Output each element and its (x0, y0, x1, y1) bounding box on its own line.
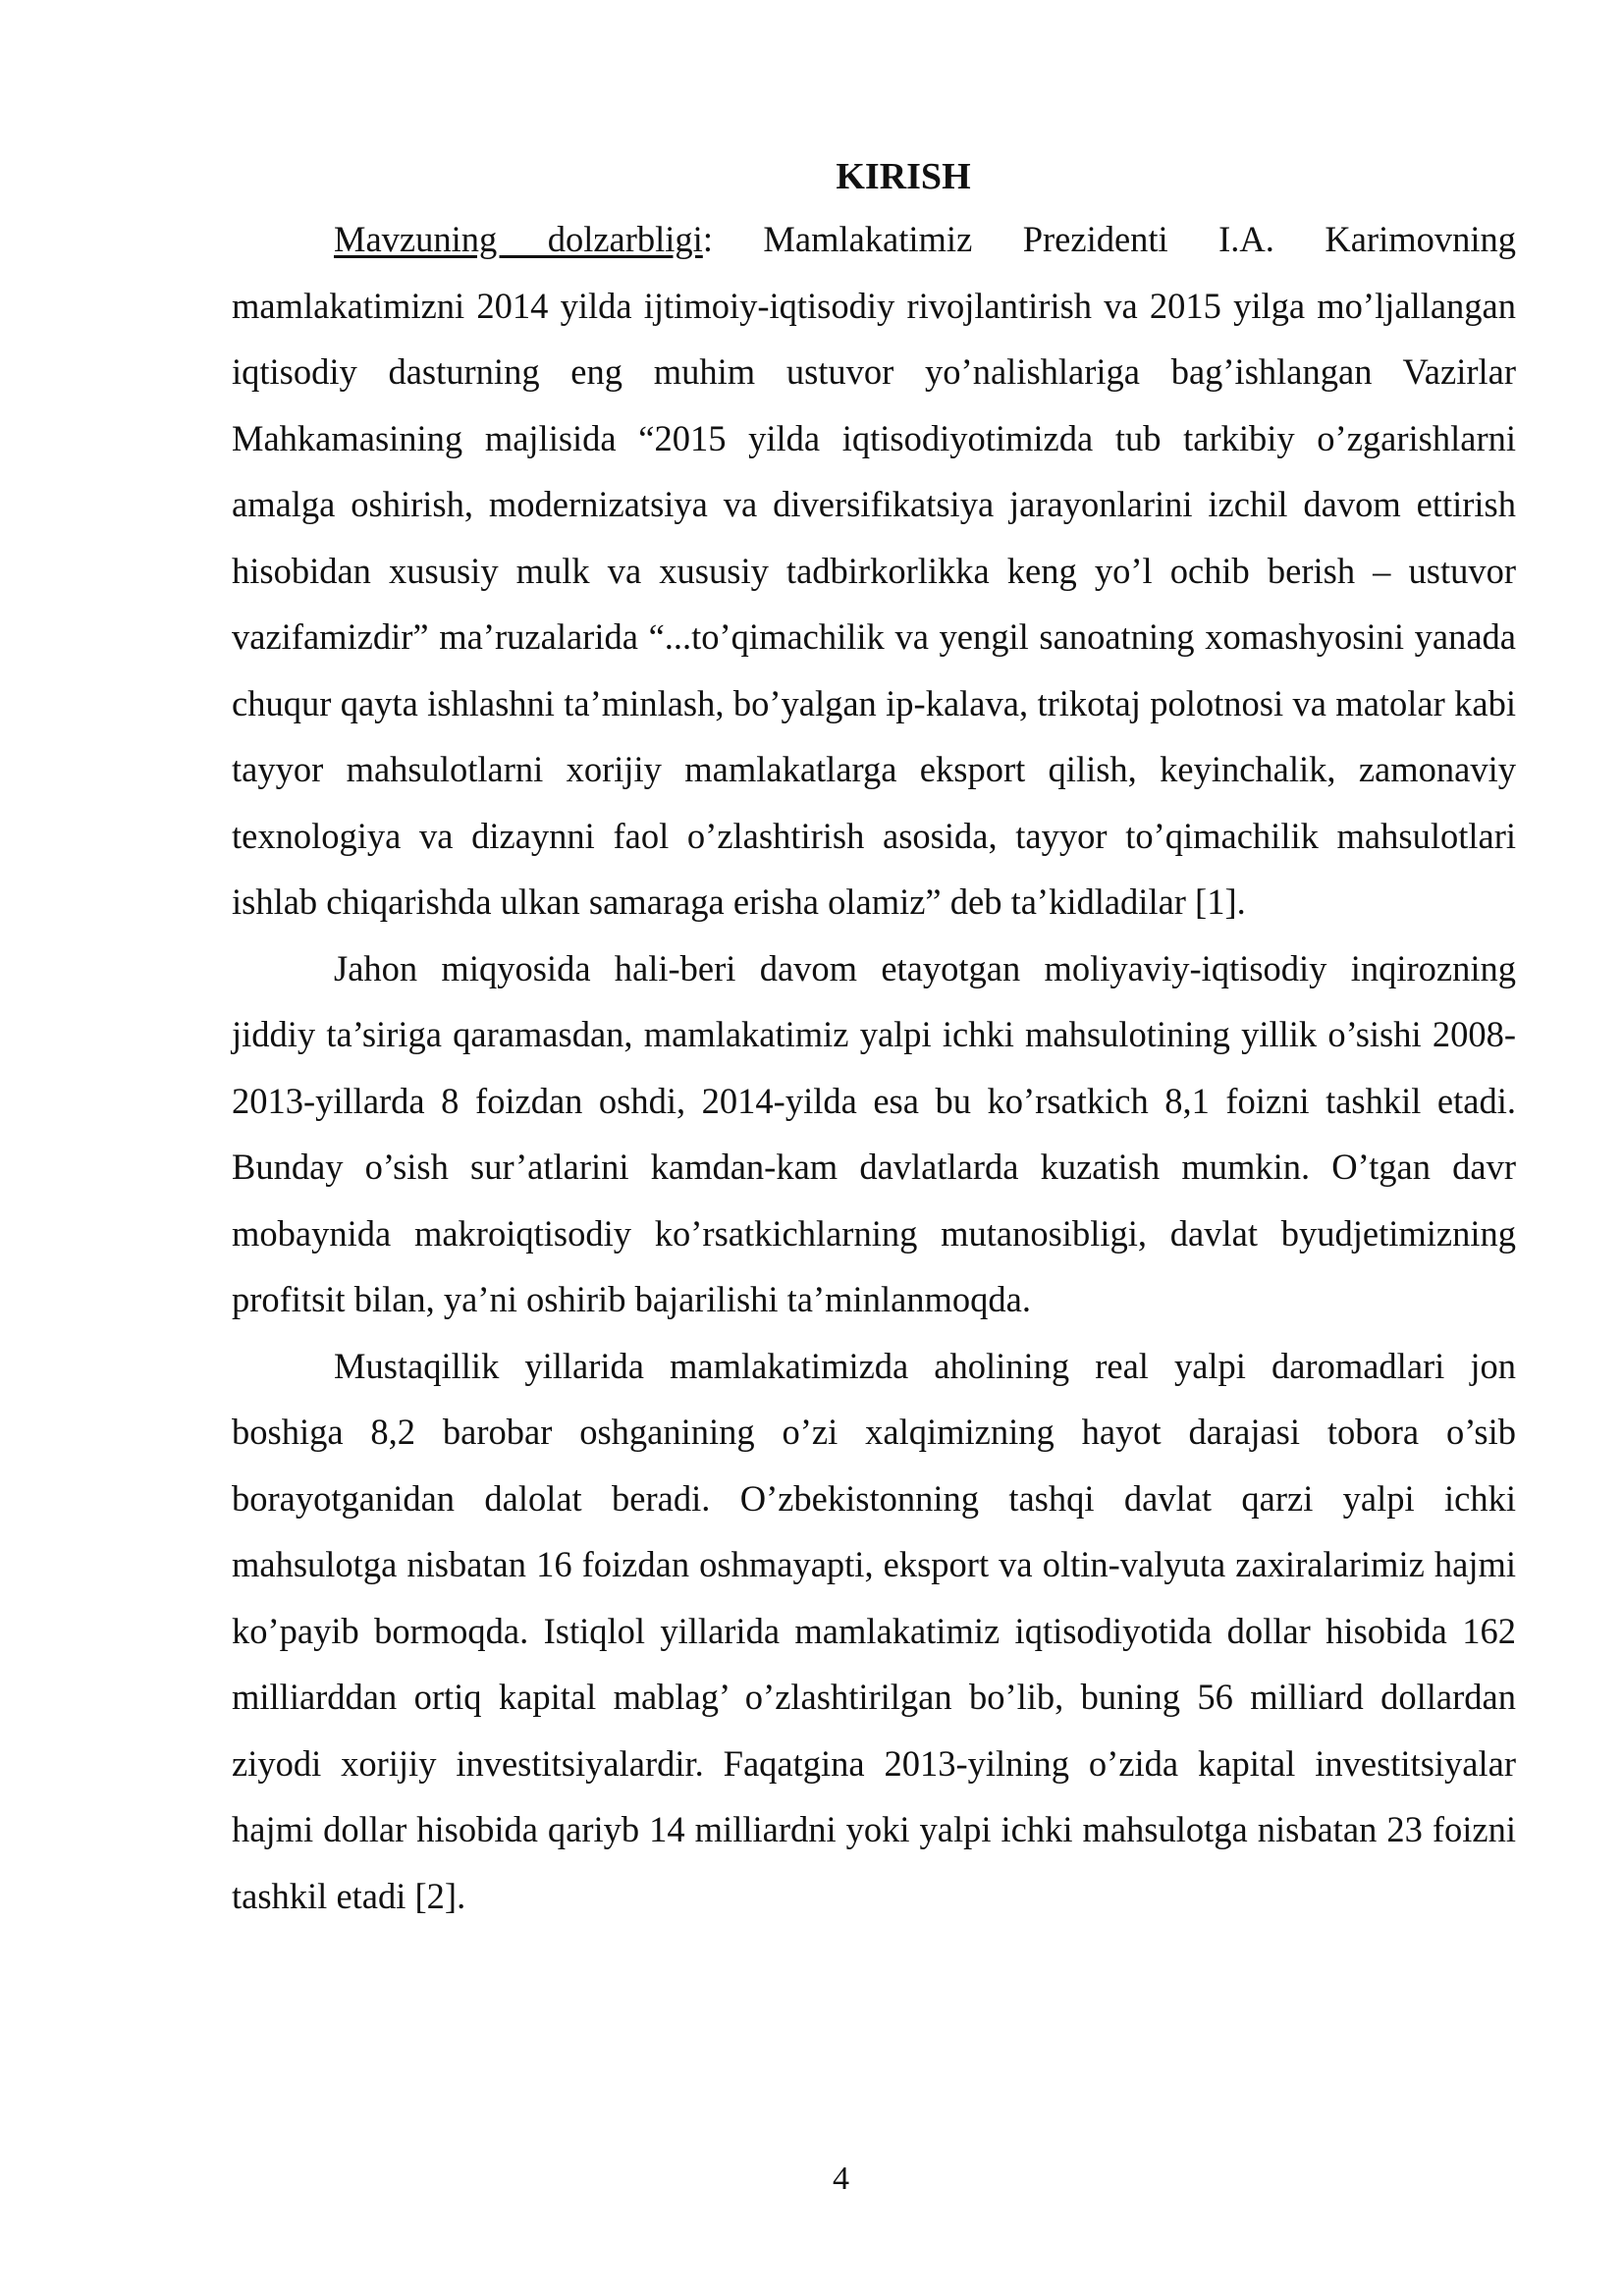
paragraph-relevance (232, 206, 1516, 935)
paragraph-independence-years: Mustaqillik yillarida mamlakatimizda aholining real yalpi daromadlari jon boshiga 8,2 barobar oshganining o’zi xalqimizning hayot darajasi tobora o’sib borayotganidan dalolat beradi. O’zbekistonning tashqi davlat qarzi yalpi ichki mahsulotga nisbatan 16 foizdan oshmayapti, eksport va oltin-valyuta zaxiralarimiz hajmi ko’payib bormoqda. Istiqlol yillarida mamlakatimiz iqtisodiyotida dollar hisobida 162 milliarddan ortiq kapital mablag’ o’zlashtirilgan bo’lib, buning 56 milliard dollardan ziyodi xorijiy investitsiyalardir. Faqatgina 2013-yilning o’zida kapital investitsiyalar hajmi dollar hisobida qariyb 14 milliardni yoki yalpi ichki mahsulotga nisbatan 23 foizni tashkil etadi [2]. (232, 1345, 1516, 1916)
page-number: 4 (833, 2161, 849, 2197)
relevance-colon: : (702, 219, 713, 259)
document-page (232, 147, 1516, 1929)
relevance-text: Mamlakatimiz Prezidenti I.A. Karimovning mamlakatimizni 2014 yilda ijtimoiy-iqtisodiy rivojlantirish va 2015 yilga mo’ljallangan iqtisodiy dasturning eng muhim ustuvor yo’nalishlariga bag’ishlangan Vazirlar Mahkamasining majlisida “2015 yilda iqtisodiyotimizda tub tarkibiy o’zgarishlarni amalga oshirish, modernizatsiya va diversifikatsiya jarayonlarini izchil davom ettirish hisobidan xususiy mulk va xususiy tadbirkorlikka keng yo’l ochib berish – ustuvor vazifamizdir” ma’ruzalarida “...to’qimachilik va yengil sanoatning xomashyosini yanada chuqur qayta ishlashni ta’minlash, bo’yalgan ip-kalava, trikotaj polotnosi va matolar kabi tayyor mahsulotlarni xorijiy mamlakatlarga eksport qilish, keyinchalik, zamonaviy texnologiya va dizaynni faol o’zlashtirish asosida, tayyor to’qimachilik mahsulotlari ishlab chiqarishda ulkan samaraga erisha olamiz” deb ta’kidladilar [1]. (232, 219, 1516, 922)
page-heading: KIRISH (836, 156, 971, 197)
paragraph-economic-growth: Jahon miqyosida hali-beri davom etayotgan moliyaviy-iqtisodiy inqirozning jiddiy ta’siriga qaramasdan, mamlakatimiz yalpi ichki mahsulotining yillik o’sishi 2008-2013-yillarda 8 foizdan oshdi, 2014-yilda esa bu ko’rsatkich 8,1 foizni tashkil etadi. Bunday o’sish sur’atlarini kamdan-kam davlatlarda kuzatish mumkin. O’tgan davr mobaynida makroiqtisodiy ko’rsatkichlarning mutanosibligi, davlat byudjetimizning profitsit bilan, ya’ni oshirib bajarilishi ta’minlanmoqda. (232, 947, 1516, 1319)
relevance-label: Mavzuning dolzarbligi (334, 219, 703, 259)
